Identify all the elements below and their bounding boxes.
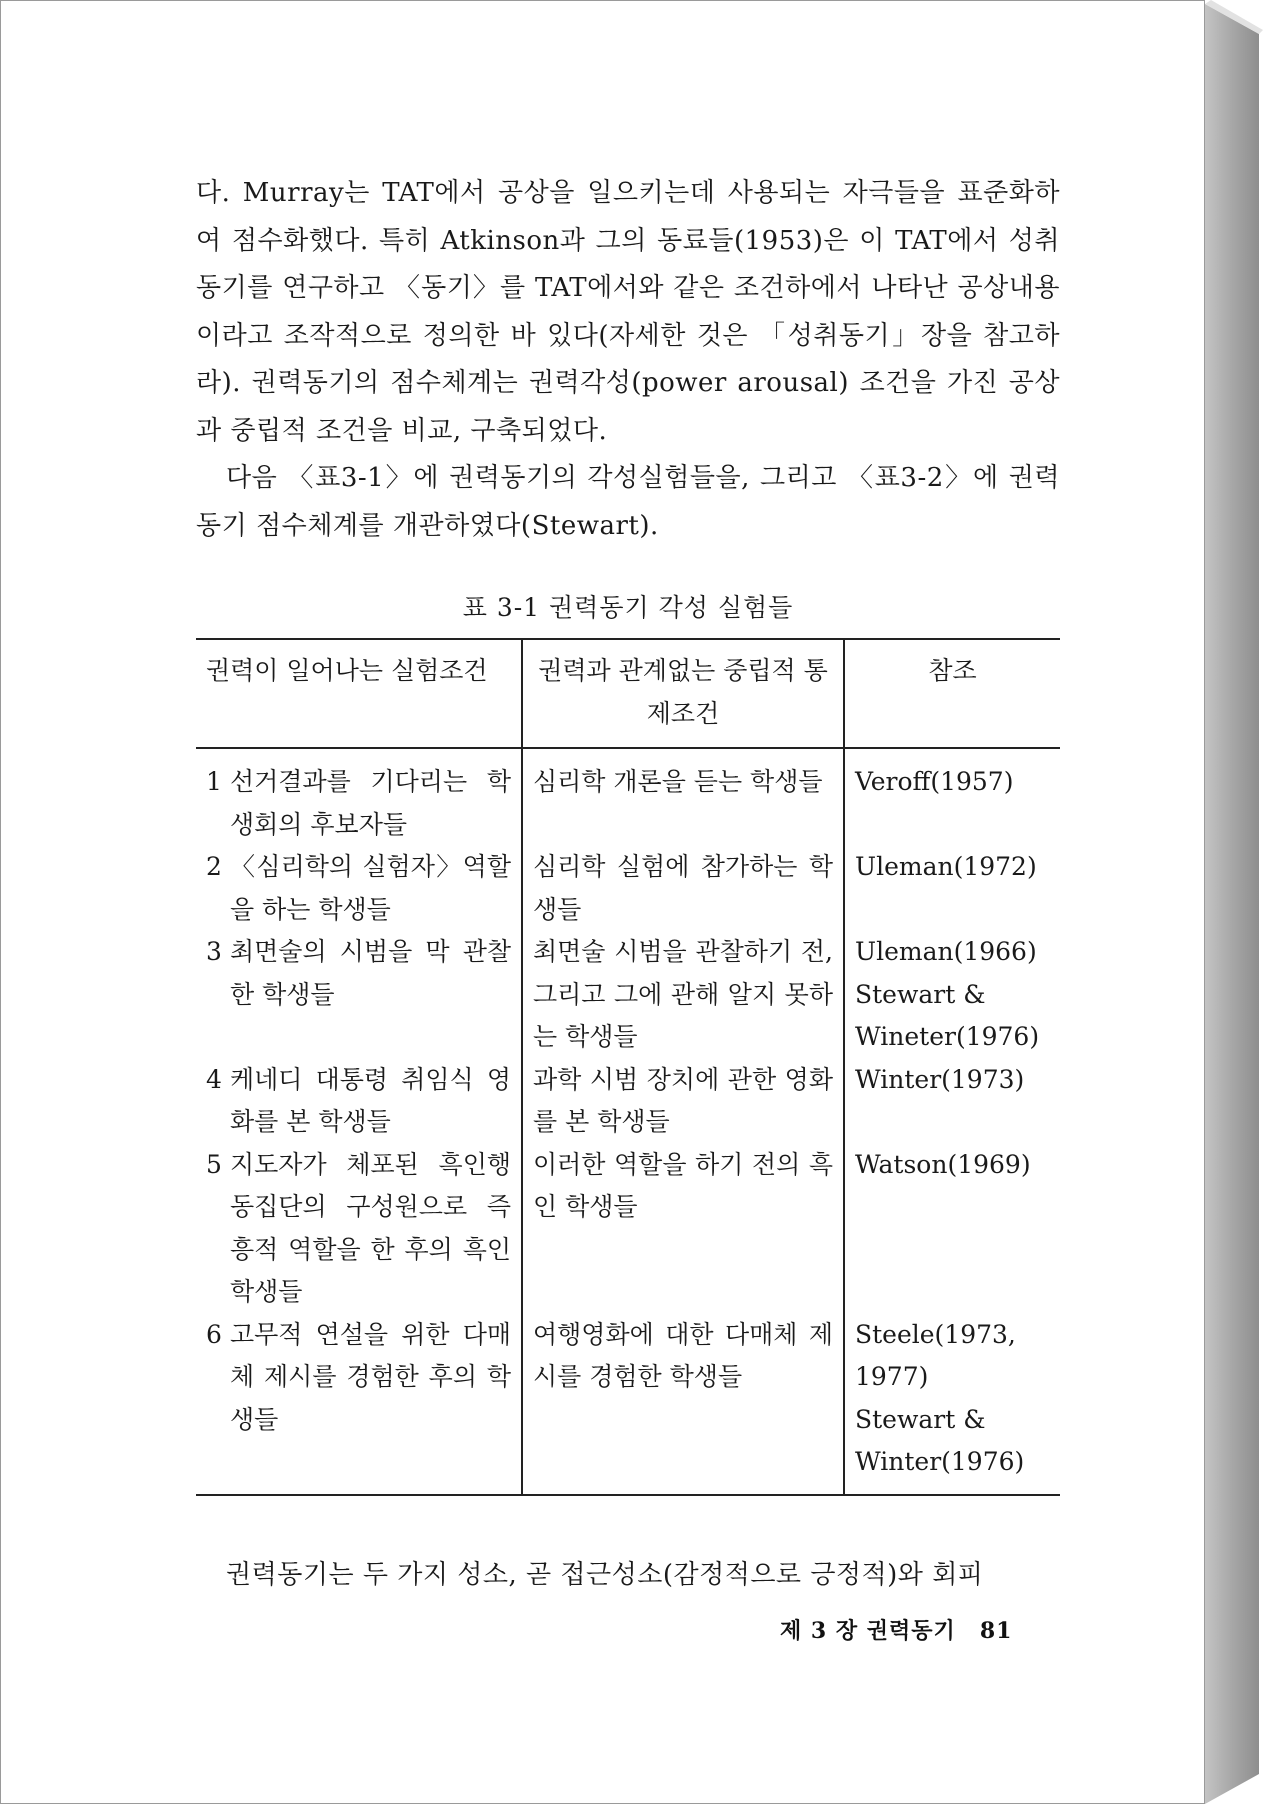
row-number: 3 bbox=[206, 937, 222, 966]
body-paragraph-2: 다음 〈표3-1〉에 권력동기의 각성실험들을, 그리고 〈표3-2〉에 권력동기 점수체계를 개관하였다(Stewart). bbox=[196, 463, 1060, 541]
table-row bbox=[196, 1144, 1060, 1314]
reference-cell bbox=[844, 748, 1060, 846]
reference-line: Uleman(1972) bbox=[855, 852, 1037, 881]
body-paragraph-3: 권력동기는 두 가지 성소, 곧 접근성소(감정적으로 긍정적)와 회피 bbox=[226, 1559, 984, 1590]
reference-line: Steele(1973, bbox=[855, 1319, 1016, 1349]
control-condition-cell: 이러한 역할을 하기 전의 흑인 학생들 bbox=[522, 1144, 844, 1314]
reference-cell bbox=[844, 931, 1060, 1059]
reference-line: Uleman(1966) bbox=[855, 937, 1037, 966]
header-experimental-condition: 권력이 일어나는 실험조건 bbox=[196, 639, 522, 748]
table-row bbox=[196, 1314, 1060, 1495]
reference-cell bbox=[844, 846, 1060, 931]
experimental-condition-cell: 〈심리학의 실험자〉역할을 하는 학생들 bbox=[230, 852, 511, 924]
control-condition-cell: 최면술 시범을 관찰하기 전, 그리고 그에 관해 알지 못하는 학생들 bbox=[522, 931, 844, 1059]
experimental-condition-cell: 지도자가 체포된 흑인행동집단의 구성원으로 즉흥적 역할을 한 후의 흑인학생들 bbox=[230, 1149, 511, 1306]
reference-line: 1977) bbox=[855, 1362, 929, 1391]
reference-line: Stewart & bbox=[855, 1404, 986, 1434]
book-spine-edge bbox=[1205, 0, 1277, 1806]
reference-line: Wineter(1976) bbox=[855, 1022, 1040, 1051]
row-number: 4 bbox=[206, 1064, 222, 1094]
table-caption: 표 3-1 권력동기 각성 실험들 bbox=[462, 593, 794, 622]
body-paragraph-1: 다. Murray는 TAT에서 공상을 일으키는데 사용되는 자극들을 표준화하여 점수화했다. 특히 Atkinson과 그의 동료들(1953)은 이 TAT에서 성취동기를 연구하고 〈동기〉를 TAT에서와 같은 조건하에서 나타난 공상내용이라고 조작적으로 정의한 바 있다(자세한 것은 「성취동기」장을 참고하라). 권력동기의 점수체계는 권력각성(power arousal) 조건을 가진 공상과 중립적 조건을 비교, 구축되었다. bbox=[196, 178, 1060, 446]
page-content bbox=[196, 170, 1060, 1599]
header-reference: 참조 bbox=[844, 639, 1060, 748]
control-condition-cell: 심리학 개론을 듣는 학생들 bbox=[522, 748, 844, 846]
reference-cell bbox=[844, 1059, 1060, 1144]
control-condition-cell: 과학 시범 장치에 관한 영화를 본 학생들 bbox=[522, 1059, 844, 1144]
reference-line: Watson(1969) bbox=[855, 1149, 1031, 1179]
row-number: 1 bbox=[206, 767, 222, 796]
row-number: 5 bbox=[206, 1149, 222, 1179]
power-motive-arousal-table bbox=[196, 638, 1060, 1496]
row-number: 2 bbox=[206, 852, 222, 881]
reference-line: Winter(1976) bbox=[855, 1447, 1025, 1476]
table-row bbox=[196, 748, 1060, 846]
control-condition-cell: 여행영화에 대한 다매체 제시를 경험한 학생들 bbox=[522, 1314, 844, 1495]
reference-cell bbox=[844, 1144, 1060, 1314]
reference-cell bbox=[844, 1314, 1060, 1495]
table-row bbox=[196, 1059, 1060, 1144]
experimental-condition-cell: 고무적 연설을 위한 다매체 제시를 경험한 후의 학생들 bbox=[230, 1319, 511, 1434]
table-row bbox=[196, 931, 1060, 1059]
experimental-condition-cell: 선거결과를 기다리는 학생회의 후보자들 bbox=[230, 767, 511, 839]
page-number: 81 bbox=[979, 1618, 1013, 1644]
table-row bbox=[196, 846, 1060, 931]
experimental-condition-cell: 최면술의 시범을 막 관찰한 학생들 bbox=[230, 937, 511, 1009]
reference-line: Stewart & bbox=[855, 979, 986, 1009]
row-number: 6 bbox=[206, 1319, 222, 1349]
reference-line: Winter(1973) bbox=[855, 1064, 1025, 1094]
header-control-condition: 권력과 관계없는 중립적 통제조건 bbox=[522, 639, 844, 748]
page-footer bbox=[780, 1614, 1012, 1645]
chapter-label: 제 3 장 권력동기 bbox=[780, 1618, 956, 1644]
control-condition-cell: 심리학 실험에 참가하는 학생들 bbox=[522, 846, 844, 931]
reference-line: Veroff(1957) bbox=[855, 767, 1014, 796]
table-header-row bbox=[196, 639, 1060, 748]
experimental-condition-cell: 케네디 대통령 취임식 영화를 본 학생들 bbox=[230, 1064, 511, 1136]
